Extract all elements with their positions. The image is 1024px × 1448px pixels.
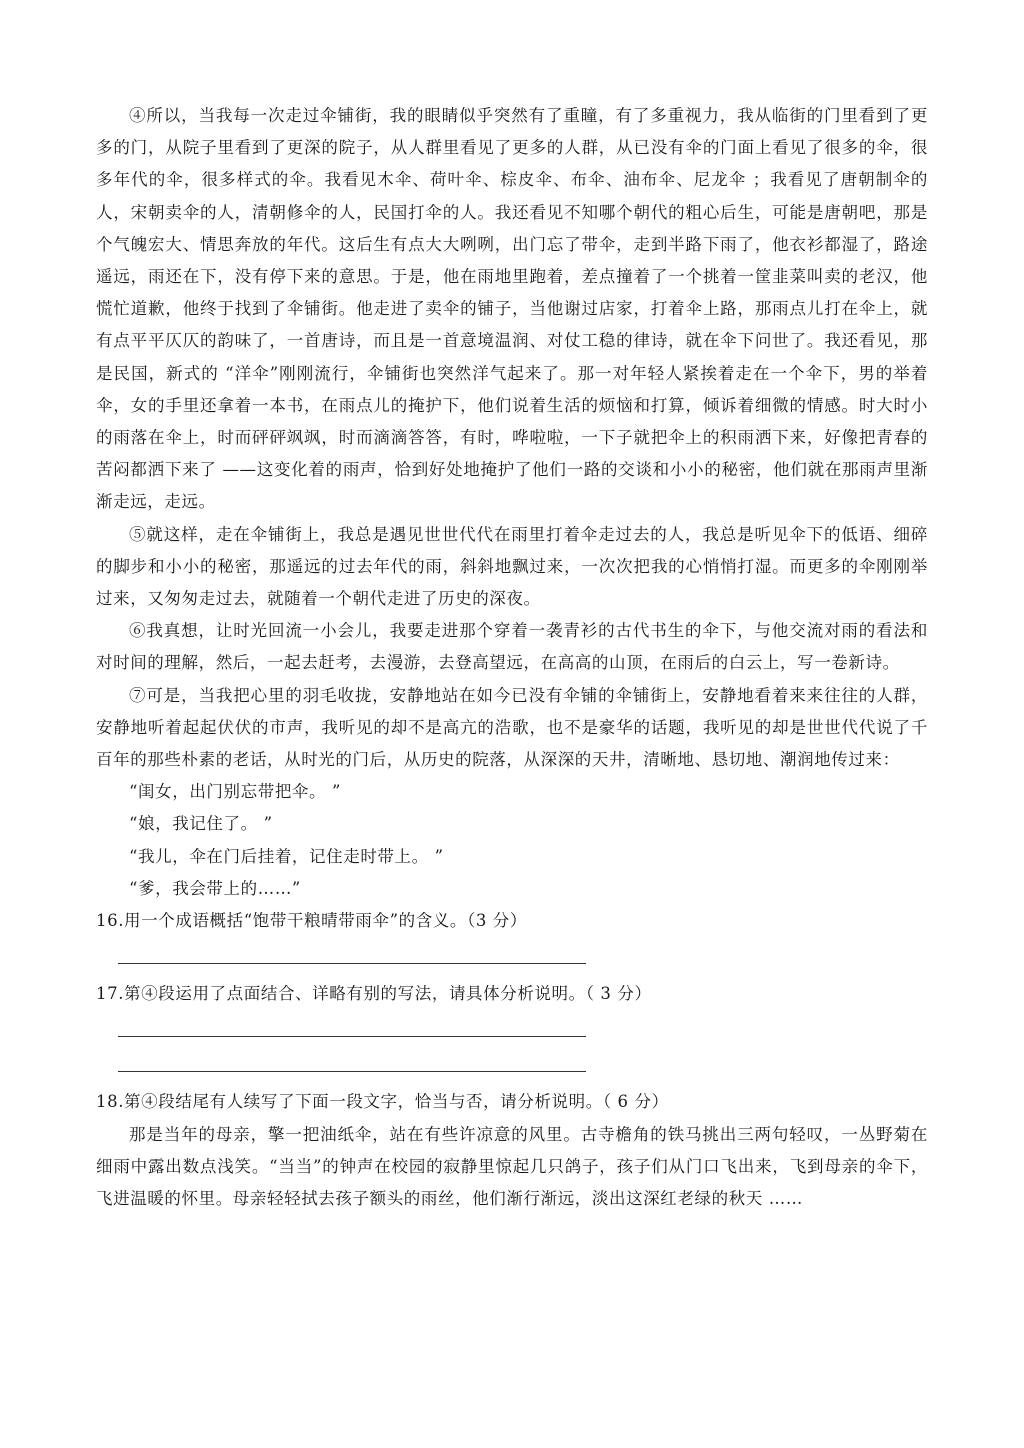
question-16: 16.用一个成语概括“饱带干粮晴带雨伞”的含义。（3 分） [96,911,528,931]
continuation-passage: 那是当年的母亲，擎一把油纸伞，站在有些许凉意的风里。古寺檐角的铁马挑出三两句轻叹，一丛野菊在细雨中露出数点浅笑。“当当”的钟声在校园的寂静里惊起几只鸽子，孩子们从门口飞出来，飞到母亲的伞下，飞进温暖的怀里。母亲轻轻拭去孩子额头的雨丝，他们渐行渐远，淡出这深红老绿的秋天 …… [96,1124,928,1209]
paragraph-5: ⑤就这样，走在伞铺街上，我总是遇见世世代代在雨里打着伞走过去的人，我总是听见伞下的低语、细碎的脚步和小小的秘密，那遥远的过去年代的雨，斜斜地飘过来，一次次把我的心悄悄打湿。而更多的伞刚刚举过来，又匆匆走过去，就随着一个朝代走进了历史的深夜。 [96,524,928,609]
paragraph-6: ⑥我真想，让时光回流一小会儿，我要走进那个穿着一袭青衫的古代书生的伞下，与他交流对雨的看法和对时间的理解，然后，一起去赶考，去漫游，去登高望远，在高高的山顶，在雨后的白云上，写一卷新诗。 [96,621,928,673]
question-18: 18.第④段结尾有人续写了下面一段文字，恰当与否，请分析说明。（ 6 分） [96,1092,669,1112]
paragraph-4: ④所以，当我每一次走过伞铺街，我的眼睛似乎突然有了重瞳，有了多重视力，我从临街的门里看到了更多的门，从院子里看到了更深的院子，从人群里看见了更多的人群，从已没有伞的门面上看见了很多的伞，很多年代的伞，很多样式的伞。我看见木伞、荷叶伞、棕皮伞、布伞、油布伞、尼龙伞 ；我看见了唐朝制伞的人，宋朝卖伞的人，清朝修伞的人，民国打伞的人。我还看见不知哪个朝代的粗心后生，可能是唐朝吧，那是个气魄宏大、情思奔放的年代。这后生有点大大咧咧，出门忘了带伞，走到半路下雨了，他衣衫都湿了，路途遥远，雨还在下，没有停下来的意思。于是，他在雨地里跑着，差点撞着了一个挑着一筐韭菜叫卖的老汉，他慌忙道歉，他终于找到了伞铺街。他走进了卖伞的铺子，当他谢过店家，打着伞上路，那雨点儿打在伞上，就有点平平仄仄的韵味了，一首唐诗，而且是一首意境温润、对仗工稳的律诗，就在伞下问世了。我还看见，那是民国，新式的 “洋伞”刚刚流行，伞铺街也突然洋气起来了。那一对年轻人紧挨着走在一个伞下，男的举着伞，女的手里还拿着一本书，在雨点儿的掩护下，他们说着生活的烦恼和打算，倾诉着细微的情感。时大时小的雨落在伞上，时而砰砰飒飒，时而滴滴答答，有时，哗啦啦，一下子就把伞上的积雨洒下来，好像把青春的苦闷都洒下来了 ——这变化着的雨声，恰到好处地掩护了他们一路的交谈和小小的秘密，他们就在那雨声里渐渐走远，走远。 [96,106,928,512]
paragraph-7: ⑦可是，当我把心里的羽毛收拢，安静地站在如今已没有伞铺的伞铺街上，安静地看着来来往往的人群，安静地听着起起伏伏的市声，我听见的却不是高亢的浩歌，也不是豪华的话题，我听见的却是世世代代说了千百年的那些朴素的老话，从时光的门后，从历史的院落，从深深的天井，清晰地、恳切地、潮润地传过来： [96,685,928,770]
question-17: 17.第④段运用了点面结合、详略有别的写法，请具体分析说明。（ 3 分） [96,984,652,1004]
dialog-line-2: “娘，我记住了。 ” [129,814,273,834]
dialog-line-3: “我儿，伞在门后挂着，记住走时带上。 ” [129,846,444,866]
dialog-line-1: “闺女，出门别忘带把伞。 ” [129,782,342,802]
dialog-line-4: “爹，我会带上的……” [129,878,301,898]
exam-page [96,100,928,1215]
